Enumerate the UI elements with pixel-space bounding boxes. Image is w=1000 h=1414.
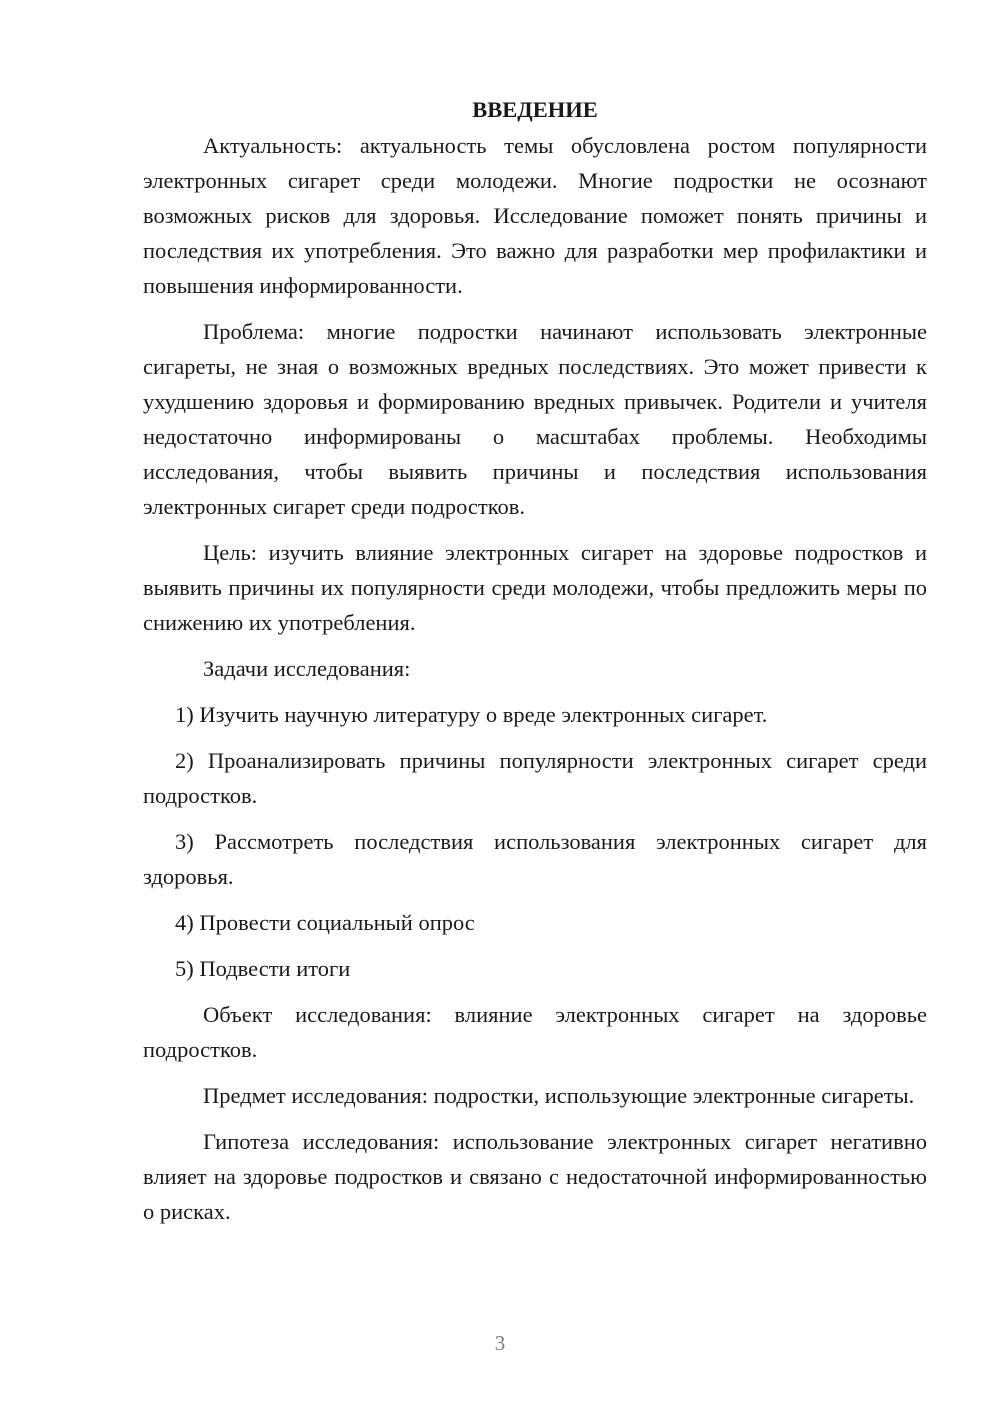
task-item-1: 1) Изучить научную литературу о вреде электронных сигарет. [175,702,768,727]
task-item-2: 2) Проанализировать причины популярности электронных сигарет среди подростков. [143,748,927,808]
paragraph-goal: Цель: изучить влияние электронных сигарет на здоровье подростков и выявить причины их популярности среди молодежи, чтобы предложить меры по снижению их употребления. [143,540,927,635]
page-number: 3 [494,1331,506,1355]
paragraph-object: Объект исследования: влияние электронных сигарет на здоровье подростков. [143,1002,927,1062]
task-item-5: 5) Подвести итоги [175,956,351,981]
tasks-heading: Задачи исследования: [203,656,411,681]
section-title: ВВЕДЕНИЕ [472,97,598,122]
document-body [143,92,927,1240]
paragraph-subject: Предмет исследования: подростки, использующие электронные сигареты. [203,1083,915,1108]
task-item-4: 4) Провести социальный опрос [175,910,475,935]
task-item-3: 3) Рассмотреть последствия использования электронных сигарет для здоровья. [143,829,927,889]
paragraph-hypothesis: Гипотеза исследования: использование электронных сигарет негативно влияет на здоровье подростков и связано с недостаточной информированностью о рисках. [143,1129,927,1224]
paragraph-relevance: Актуальность: актуальность темы обусловлена ростом популярности электронных сигарет среди молодежи. Многие подростки не осознают возможных рисков для здоровья. Исследование поможет понять причины и последствия их употребления. Это важно для разработки мер профилактики и повышения информированности. [143,133,927,298]
paragraph-problem: Проблема: многие подростки начинают использовать электронные сигареты, не зная о возможных вредных последствиях. Это может привести к ухудшению здоровья и формированию вредных привычек. Родители и учителя недостаточно информированы о масштабах проблемы. Необходимы исследования, чтобы выявить причины и последствия использования электронных сигарет среди подростков. [143,319,927,519]
